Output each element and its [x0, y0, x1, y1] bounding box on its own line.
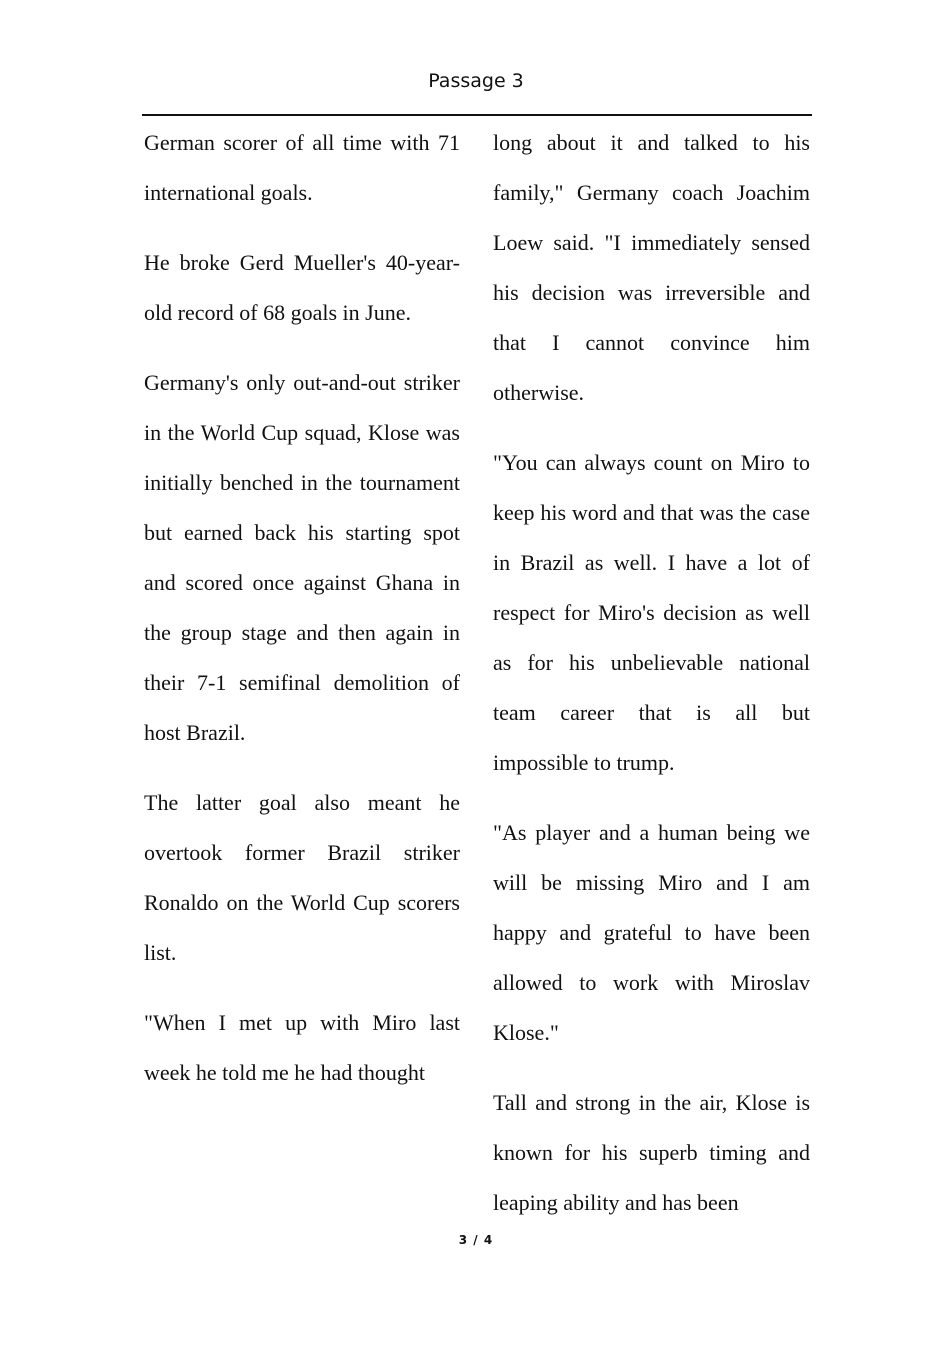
paragraph: Tall and strong in the air, Klose is known for his superb timing and leaping ability and has been — [493, 1090, 810, 1215]
paragraph: "You can always count on Miro to keep his word and that was the case in Brazil as well. I have a lot of respect for Miro's decision as well as for his unbelievable national team career that is all but impossible to trump. — [493, 450, 810, 775]
page-title: Passage 3 — [428, 70, 524, 92]
paragraph: The latter goal also meant he overtook former Brazil striker Ronaldo on the World Cup scorers list. — [144, 790, 460, 965]
paragraph: long about it and talked to his family," Germany coach Joachim Loew said. "I immediately sensed his decision was irreversible and that I cannot convince him otherwise. — [493, 130, 810, 405]
paragraph: Germany's only out-and-out striker in the World Cup squad, Klose was initially benched in the tournament but earned back his starting spot and scored once against Ghana in the group stage and then again in their 7-1 semifinal demolition of host Brazil. — [144, 370, 460, 745]
paragraph: "As player and a human being we will be missing Miro and I am happy and grateful to have been allowed to work with Miroslav Klose." — [493, 820, 810, 1045]
right-column — [493, 118, 810, 1248]
left-column — [144, 118, 460, 1118]
paragraph: German scorer of all time with 71 international goals. — [144, 130, 460, 205]
paragraph: "When I met up with Miro last week he told me he had thought — [144, 1010, 460, 1085]
header-divider — [142, 114, 812, 116]
page-number: 3 / 4 — [458, 1233, 494, 1247]
paragraph: He broke Gerd Mueller's 40-year-old record of 68 goals in June. — [144, 250, 460, 325]
